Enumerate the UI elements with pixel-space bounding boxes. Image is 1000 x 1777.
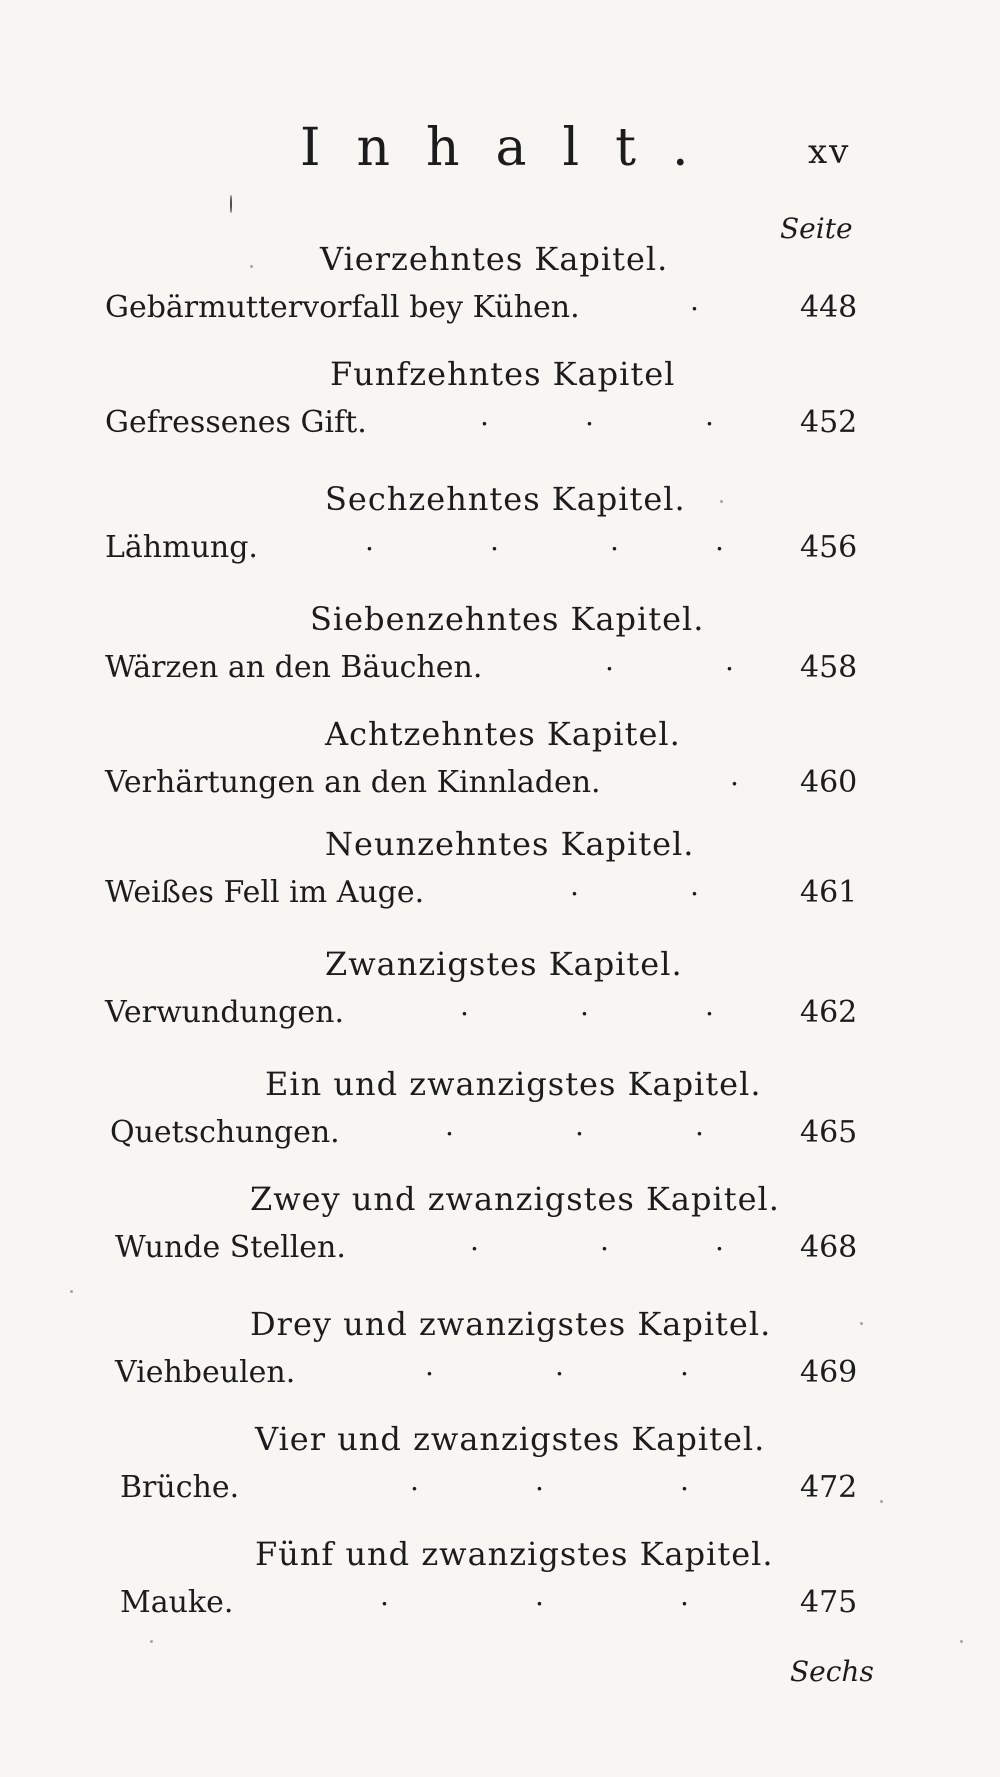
entry-title: Gebärmuttervorfall bey Kühen. (105, 290, 580, 325)
entry-title: Verhärtungen an den Kinnladen. (105, 765, 601, 800)
page-number: xv (808, 132, 851, 172)
chapter-heading: Vierzehntes Kapitel. (320, 240, 669, 278)
entry-title: Weißes Fell im Auge. (105, 875, 425, 910)
entry-page-number: 468 (800, 1230, 858, 1265)
entry-page-number: 448 (800, 290, 858, 325)
toc-entry: Verhärtungen an den Kinnladen. . 460 (105, 759, 858, 800)
entry-page-number: 456 (800, 530, 858, 565)
chapter-heading: Zwanzigstes Kapitel. (325, 945, 683, 983)
entry-page-number: 472 (800, 1470, 858, 1505)
entry-page-number: 461 (800, 875, 858, 910)
toc-entry: Weißes Fell im Auge. . . 461 (105, 869, 858, 910)
entry-title: Gefressenes Gift. (105, 405, 367, 440)
chapter-heading: Sechzehntes Kapitel. (325, 480, 686, 518)
entry-title: Wunde Stellen. (115, 1230, 346, 1265)
chapter-heading: Achtzehntes Kapitel. (325, 715, 681, 753)
entry-page-number: 452 (800, 405, 858, 440)
entry-title: Brüche. (120, 1470, 240, 1505)
toc-entry: Wärzen an den Bäuchen. . . 458 (105, 644, 858, 685)
toc-entry: Quetschungen. . . . 465 (110, 1109, 858, 1150)
toc-entry: Viehbeulen. . . . 469 (115, 1349, 858, 1390)
entry-page-number: 475 (800, 1585, 858, 1620)
toc-entry: Gefressenes Gift. . . . 452 (105, 399, 858, 440)
entry-title: Viehbeulen. (115, 1355, 296, 1390)
chapter-heading: Zwey und zwanzigstes Kapitel. (250, 1180, 780, 1218)
entry-title: Verwundungen. (105, 995, 344, 1030)
page-column-label: Seite (780, 212, 853, 245)
entry-page-number: 460 (800, 765, 858, 800)
toc-entry: Brüche. . . . 472 (120, 1464, 858, 1505)
toc-entry: Verwundungen. . . . 462 (105, 989, 858, 1030)
toc-entry: Lähmung. . . . . 456 (105, 524, 858, 565)
toc-entry: Gebärmuttervorfall bey Kühen. . 448 (105, 284, 858, 325)
catchword: Sechs (790, 1655, 874, 1688)
entry-title: Wärzen an den Bäuchen. (105, 650, 483, 685)
chapter-heading: Vier und zwanzigstes Kapitel. (255, 1420, 766, 1458)
entry-page-number: 462 (800, 995, 858, 1030)
entry-page-number: 458 (800, 650, 858, 685)
chapter-heading: Fünf und zwanzigstes Kapitel. (255, 1535, 774, 1573)
page-title: Inhalt. (300, 118, 725, 178)
chapter-heading: Funfzehntes Kapitel (330, 355, 676, 393)
entry-page-number: 465 (800, 1115, 858, 1150)
chapter-heading: Neunzehntes Kapitel. (325, 825, 695, 863)
toc-entry: Wunde Stellen. . . . 468 (115, 1224, 858, 1265)
chapter-heading: Ein und zwanzigstes Kapitel. (265, 1065, 762, 1103)
toc-entry: Mauke. . . . 475 (120, 1579, 858, 1620)
entry-page-number: 469 (800, 1355, 858, 1390)
entry-title: Quetschungen. (110, 1115, 340, 1150)
entry-title: Mauke. (120, 1585, 234, 1620)
entry-title: Lähmung. (105, 530, 258, 565)
chapter-heading: Siebenzehntes Kapitel. (310, 600, 705, 638)
chapter-heading: Drey und zwanzigstes Kapitel. (250, 1305, 772, 1343)
